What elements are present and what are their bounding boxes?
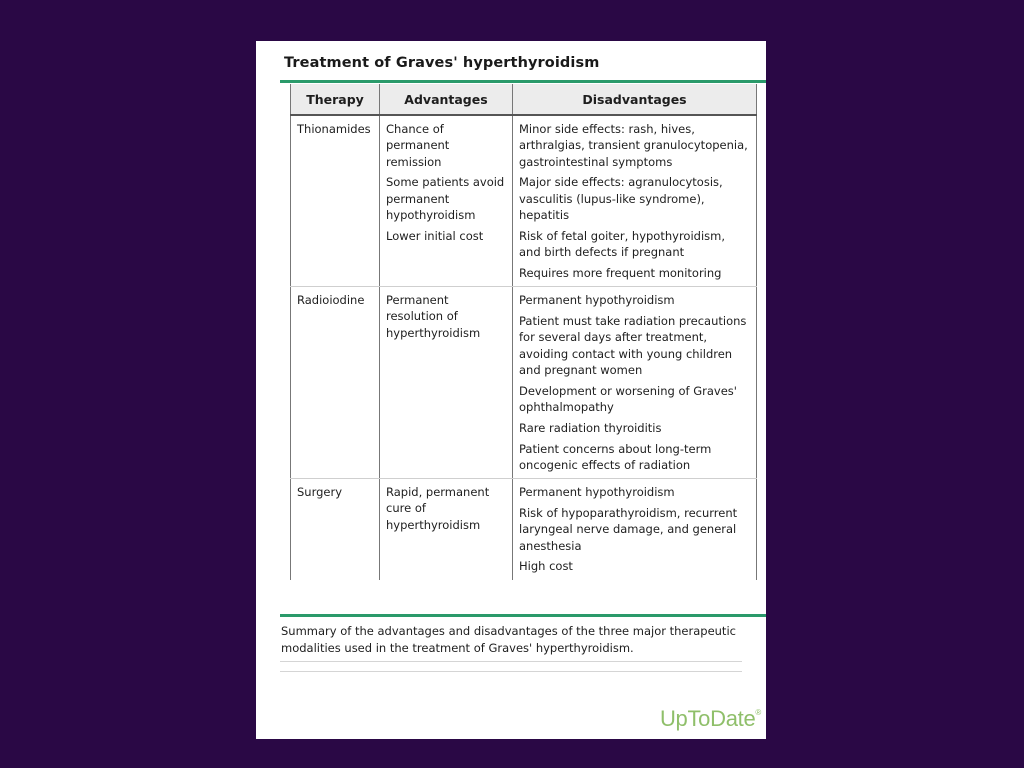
- header-disadvantages: Disadvantages: [513, 84, 757, 115]
- table-caption: Summary of the advantages and disadvantages of the three major therapeutic modalities used in the treatment of Graves' hyperthyroidism.: [281, 624, 736, 655]
- document-card: [256, 41, 766, 739]
- table-bottom-divider: [280, 614, 766, 617]
- table-row-thionamides: [291, 115, 757, 287]
- disadvantage-item: Permanent hypothyroidism: [519, 485, 675, 500]
- therapy-cell: Radioiodine: [291, 287, 380, 479]
- table-header-row: [291, 84, 757, 115]
- uptodate-logo: [660, 706, 761, 732]
- advantage-item: Some patients avoid permanent hypothyroidism: [386, 175, 505, 222]
- logo-text: UpToDate: [659, 706, 756, 731]
- advantages-cell: [380, 287, 513, 479]
- caption-divider: [280, 661, 742, 662]
- registered-mark: ®: [755, 708, 761, 717]
- disadvantages-cell: [513, 287, 757, 479]
- treatment-table: [290, 84, 757, 580]
- therapy-cell: Surgery: [291, 479, 380, 580]
- title-divider: [280, 80, 766, 83]
- disadvantage-item: Risk of hypoparathyroidism, recurrent laryngeal nerve damage, and general anesthesia: [519, 505, 738, 553]
- document-title: Treatment of Graves' hyperthyroidism: [284, 55, 600, 71]
- disadvantage-item: Requires more frequent monitoring: [519, 265, 722, 280]
- advantage-item: Lower initial cost: [386, 228, 484, 243]
- disadvantage-item: High cost: [519, 559, 573, 574]
- header-therapy: Therapy: [291, 84, 380, 115]
- table-row-surgery: [291, 479, 757, 580]
- header-advantages: Advantages: [380, 84, 513, 115]
- disadvantage-item: Risk of fetal goiter, hypothyroidism, and birth defects if pregnant: [519, 228, 726, 260]
- disadvantage-item: Minor side effects: rash, hives, arthralgias, transient granulocytopenia, gastrointestinal symptoms: [519, 122, 748, 169]
- disadvantage-item: Rare radiation thyroiditis: [519, 420, 662, 435]
- disadvantage-item: Permanent hypothyroidism: [519, 293, 675, 308]
- therapy-cell: Thionamides: [291, 115, 380, 287]
- disadvantages-cell: [513, 479, 757, 580]
- advantage-item: Permanent resolution of hyperthyroidism: [386, 293, 481, 340]
- disadvantage-item: Patient concerns about long-term oncogenic effects of radiation: [519, 441, 712, 472]
- advantages-cell: [380, 115, 513, 287]
- table-row-radioiodine: [291, 287, 757, 479]
- disadvantage-item: Development or worsening of Graves' ophthalmopathy: [519, 383, 737, 414]
- advantages-cell: [380, 479, 513, 580]
- disadvantage-item: Major side effects: agranulocytosis, vasculitis (lupus-like syndrome), hepatitis: [519, 175, 723, 222]
- advantage-item: Rapid, permanent cure of hyperthyroidism: [386, 485, 490, 532]
- disadvantage-item: Patient must take radiation precautions for several days after treatment, avoiding contact with young children and pregnant women: [519, 313, 747, 377]
- caption-divider: [280, 671, 742, 672]
- advantage-item: Chance of permanent remission: [386, 122, 450, 169]
- disadvantages-cell: [513, 115, 757, 287]
